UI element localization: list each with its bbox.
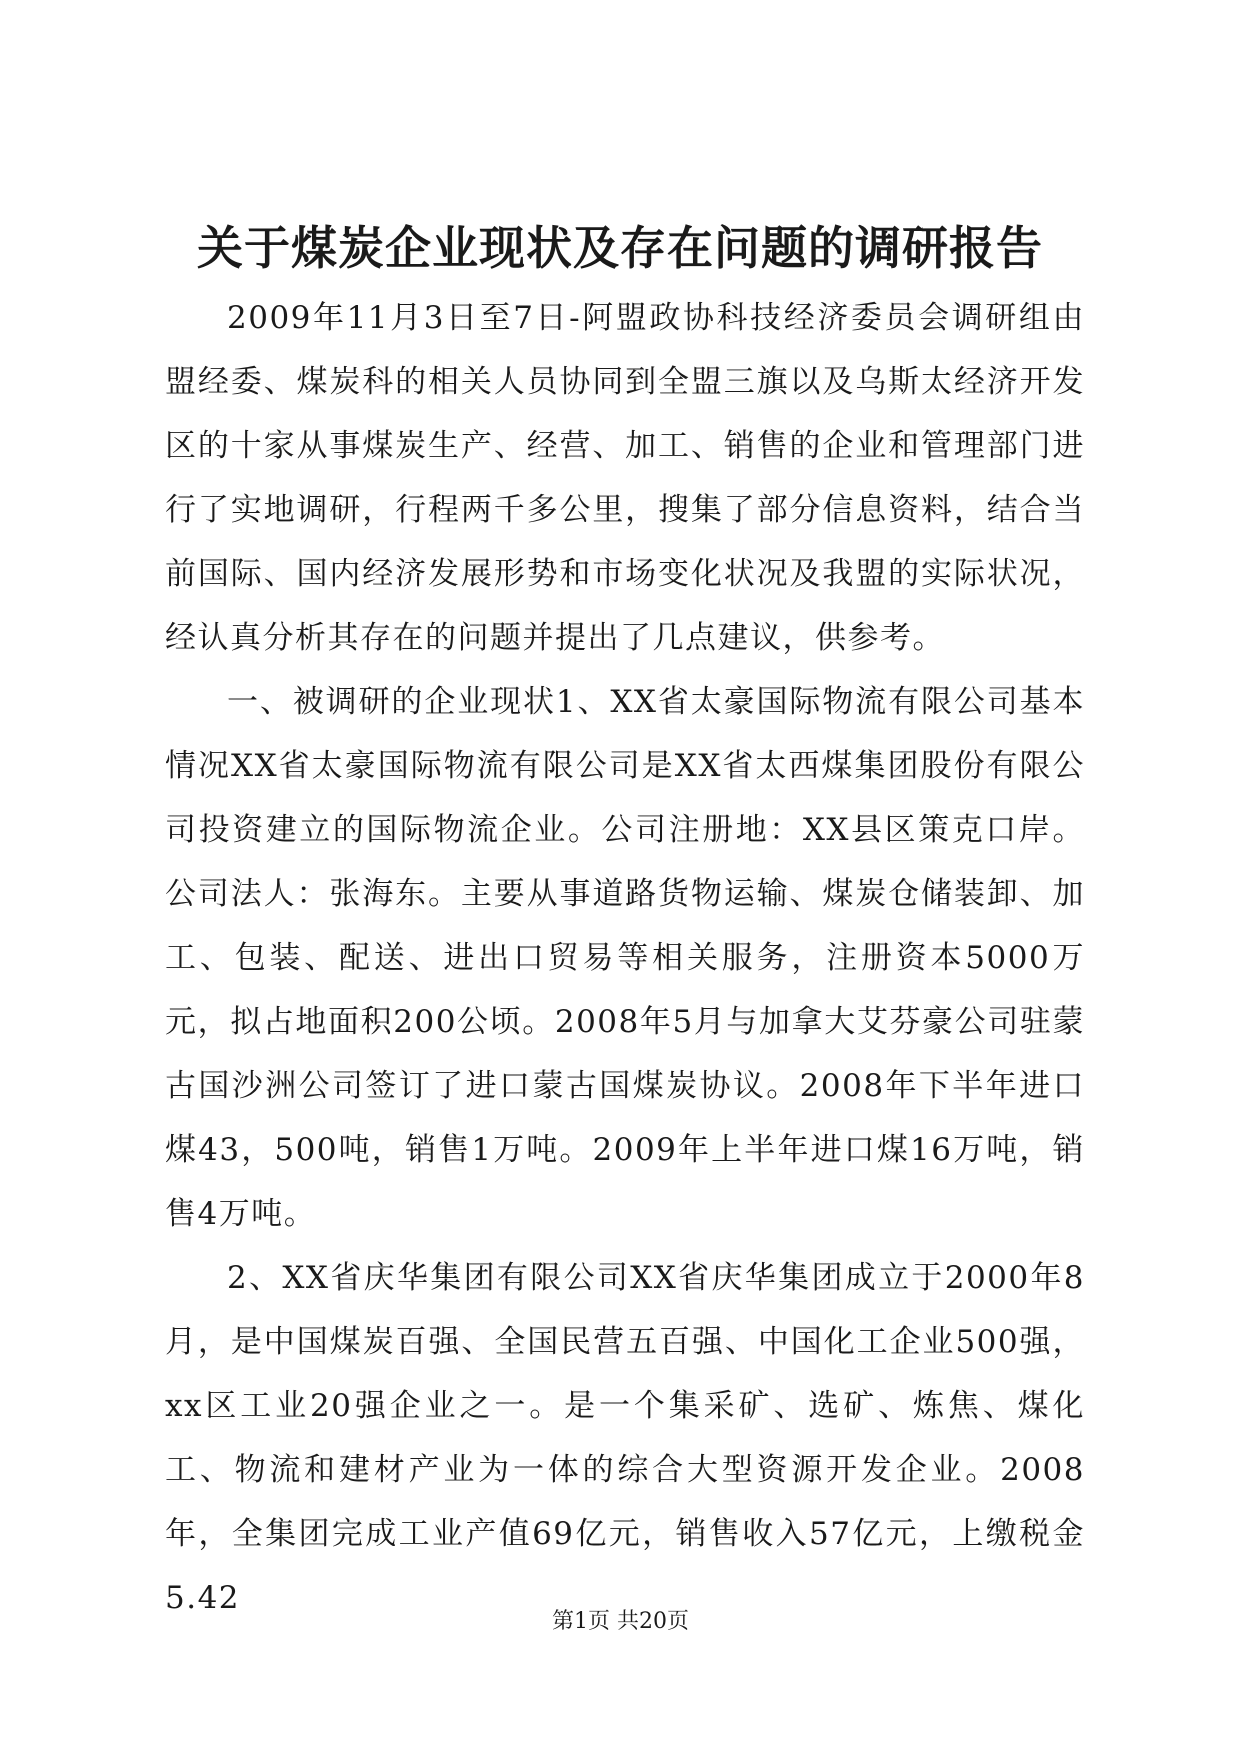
- document-body: [165, 286, 1085, 1630]
- page-footer: 第1页 共20页: [552, 1609, 689, 1634]
- paragraph-company-2: 2、XX省庆华集团有限公司XX省庆华集团成立于2000年8月，是中国煤炭百强、全国民营五百强、中国化工企业500强，xx区工业20强企业之一。是一个集采矿、选矿、炼焦、煤化工、物流和建材产业为一体的综合大型资源开发企业。2008年，全集团完成工业产值69亿元，销售收入57亿元，上缴税金5.42: [165, 1260, 1085, 1616]
- document-title: 关于煤炭企业现状及存在问题的调研报告: [197, 221, 1043, 275]
- paragraph-company-1: 一、被调研的企业现状1、XX省太豪国际物流有限公司基本情况XX省太豪国际物流有限公司是XX省太西煤集团股份有限公司投资建立的国际物流企业。公司注册地：XX县区策克口岸。公司法人：张海东。主要从事道路货物运输、煤炭仓储装卸、加工、包装、配送、进出口贸易等相关服务，注册资本5000万元，拟占地面积200公顷。2008年5月与加拿大艾芬豪公司驻蒙古国沙洲公司签订了进口蒙古国煤炭协议。2008年下半年进口煤43，500吨，销售1万吨。2009年上半年进口煤16万吨，销售4万吨。: [165, 684, 1085, 1232]
- paragraph-intro: 2009年11月3日至7日-阿盟政协科技经济委员会调研组由盟经委、煤炭科的相关人员协同到全盟三旗以及乌斯太经济开发区的十家从事煤炭生产、经营、加工、销售的企业和管理部门进行了实地调研，行程两千多公里，搜集了部分信息资料，结合当前国际、国内经济发展形势和市场变化状况及我盟的实际状况，经认真分析其存在的问题并提出了几点建议，供参考。: [165, 300, 1085, 656]
